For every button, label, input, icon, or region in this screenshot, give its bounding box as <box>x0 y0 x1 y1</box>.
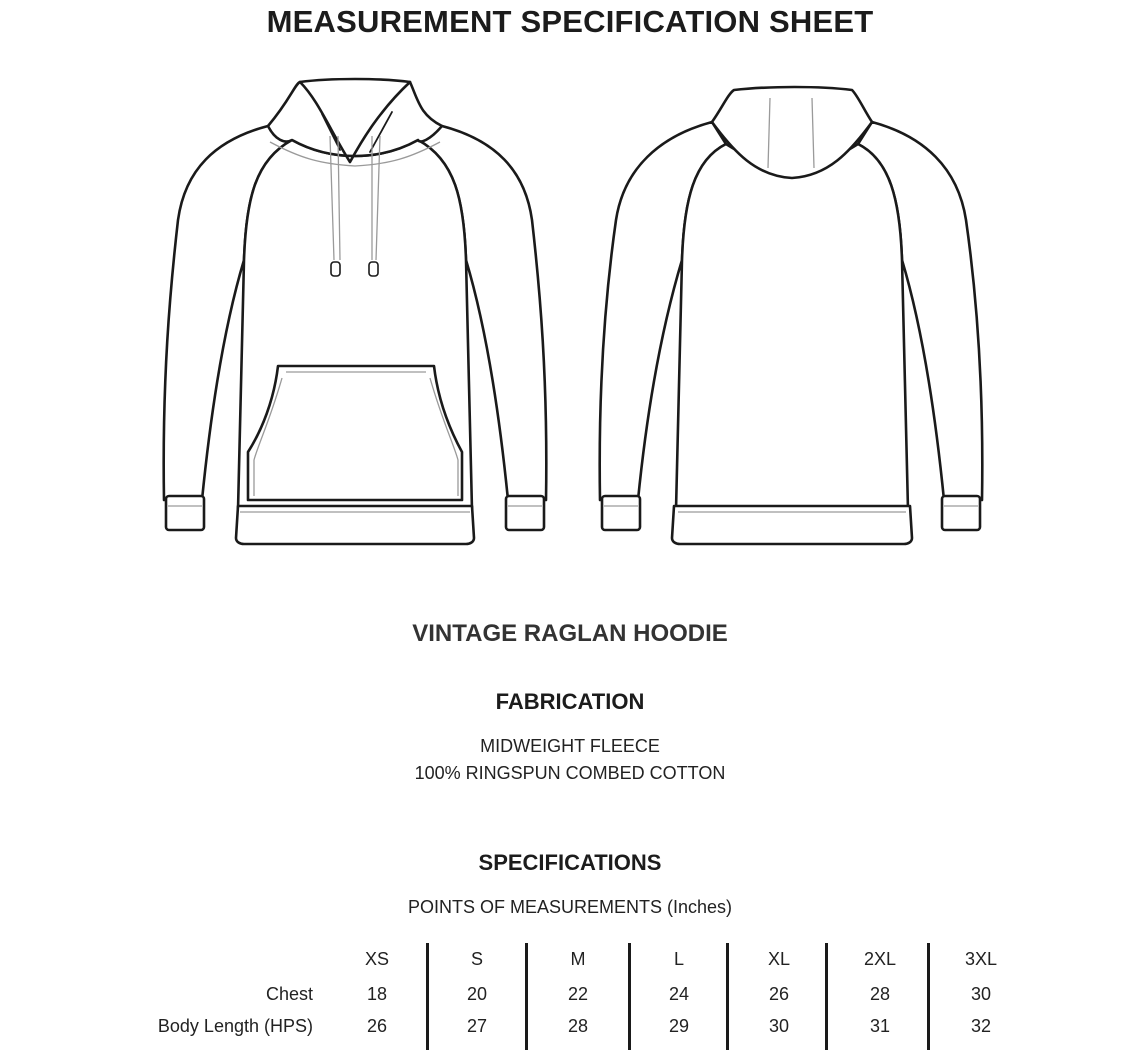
column-divider <box>726 943 729 1050</box>
size-header-2xl: 2XL <box>863 949 897 969</box>
fabrication-heading: FABRICATION <box>495 689 645 714</box>
table-cell: 18 <box>366 984 388 1004</box>
hoodie-front-illustration <box>164 79 547 544</box>
size-header-xl: XL <box>767 949 791 969</box>
table-cell: 32 <box>970 1016 992 1036</box>
table-cell: 31 <box>869 1016 891 1036</box>
table-cell: 26 <box>366 1016 388 1036</box>
table-cell: 28 <box>869 984 891 1004</box>
size-header-xs: XS <box>364 949 389 969</box>
garment-illustrations <box>0 60 1140 560</box>
table-cell: 22 <box>567 984 589 1004</box>
size-header-m: M <box>570 949 586 969</box>
column-divider <box>825 943 828 1050</box>
column-divider <box>525 943 528 1050</box>
points-of-measurement-label: POINTS OF MEASUREMENTS (Inches) <box>407 897 733 917</box>
table-cell: 29 <box>668 1016 690 1036</box>
table-cell: 20 <box>466 984 488 1004</box>
size-header-s: S <box>470 949 483 969</box>
column-divider <box>927 943 930 1050</box>
specifications-heading: SPECIFICATIONS <box>478 850 662 875</box>
column-divider <box>426 943 429 1050</box>
row-label-chest: Chest <box>265 984 313 1004</box>
row-label-body-length: Body Length (HPS) <box>157 1016 313 1036</box>
table-cell: 24 <box>668 984 690 1004</box>
size-header-l: L <box>673 949 684 969</box>
column-divider <box>628 943 631 1050</box>
fabrication-line: MIDWEIGHT FLEECE <box>480 736 660 756</box>
size-header-3xl: 3XL <box>964 949 998 969</box>
sheet-title: MEASUREMENT SPECIFICATION SHEET <box>266 4 874 39</box>
hoodie-back-illustration <box>600 87 983 544</box>
table-cell: 27 <box>466 1016 488 1036</box>
fabrication-line: 100% RINGSPUN COMBED COTTON <box>414 763 726 783</box>
table-cell: 30 <box>970 984 992 1004</box>
table-cell: 28 <box>567 1016 589 1036</box>
table-cell: 30 <box>768 1016 790 1036</box>
table-cell: 26 <box>768 984 790 1004</box>
product-name: VINTAGE RAGLAN HOODIE <box>412 620 728 647</box>
